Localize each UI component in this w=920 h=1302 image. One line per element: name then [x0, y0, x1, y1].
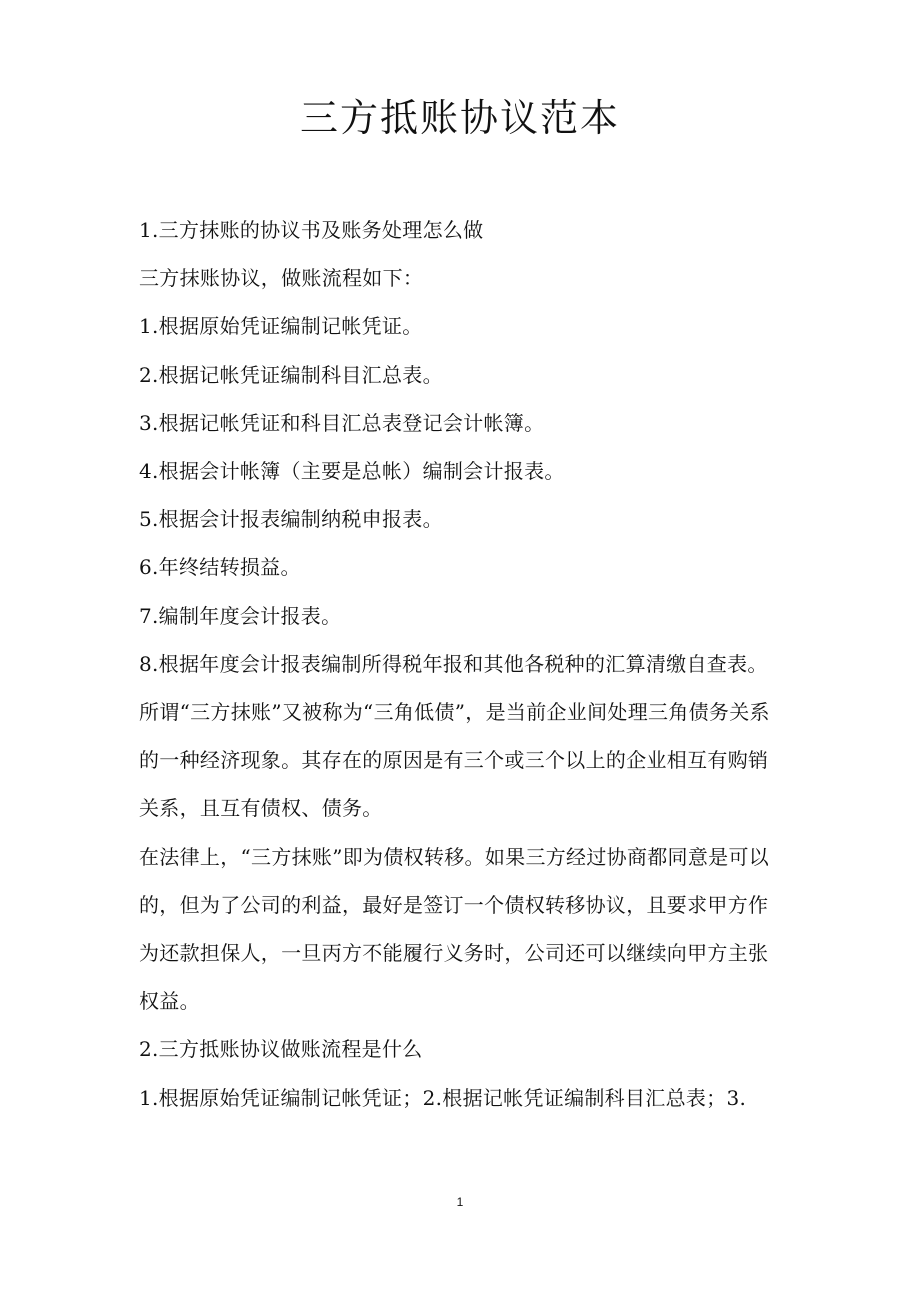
page-number: 1	[456, 1195, 464, 1209]
paragraph: 1.三方抹账的协议书及账务处理怎么做	[139, 218, 484, 242]
paragraph: 5.根据会计报表编制纳税申报表。	[139, 507, 443, 532]
paragraph: 1.根据原始凭证编制记帐凭证。	[139, 314, 423, 339]
document-body	[139, 206, 787, 1122]
paragraph: 1.根据原始凭证编制记帐凭证；2.根据记帐凭证编制科目汇总表；3.	[139, 1085, 747, 1110]
paragraph: 所谓“三方抹账”又被称为“三角低债”，是当前企业间处理三角债务关系的一种经济现象。其存在的原因是有三个或三个以上的企业相互有购销关系，且互有债权、债务。	[139, 700, 770, 821]
paragraph: 6.年终结转损益。	[139, 555, 301, 580]
paragraph: 2.三方抵账协议做账流程是什么	[139, 1037, 423, 1062]
paragraph: 8.根据年度会计报表编制所得税年报和其他各税种的汇算清缴自查表。	[139, 651, 768, 676]
document-title: 三方抵账协议范本	[299, 96, 620, 140]
paragraph: 在法律上，“三方抹账”即为债权转移。如果三方经过协商都同意是可以的，但为了公司的利益，最好是签订一个债权转移协议，且要求甲方作为还款担保人，一旦丙方不能履行义务时，公司还可以继续向甲方主张权益。	[139, 844, 770, 1014]
paragraph: 4.根据会计帐簿（主要是总帐）编制会计报表。	[139, 459, 565, 484]
paragraph: 2.根据记帐凭证编制科目汇总表。	[139, 362, 443, 387]
paragraph: 7.编制年度会计报表。	[139, 603, 342, 628]
paragraph: 3.根据记帐凭证和科目汇总表登记会计帐簿。	[139, 410, 545, 435]
paragraph: 三方抹账协议，做账流程如下：	[139, 266, 424, 291]
